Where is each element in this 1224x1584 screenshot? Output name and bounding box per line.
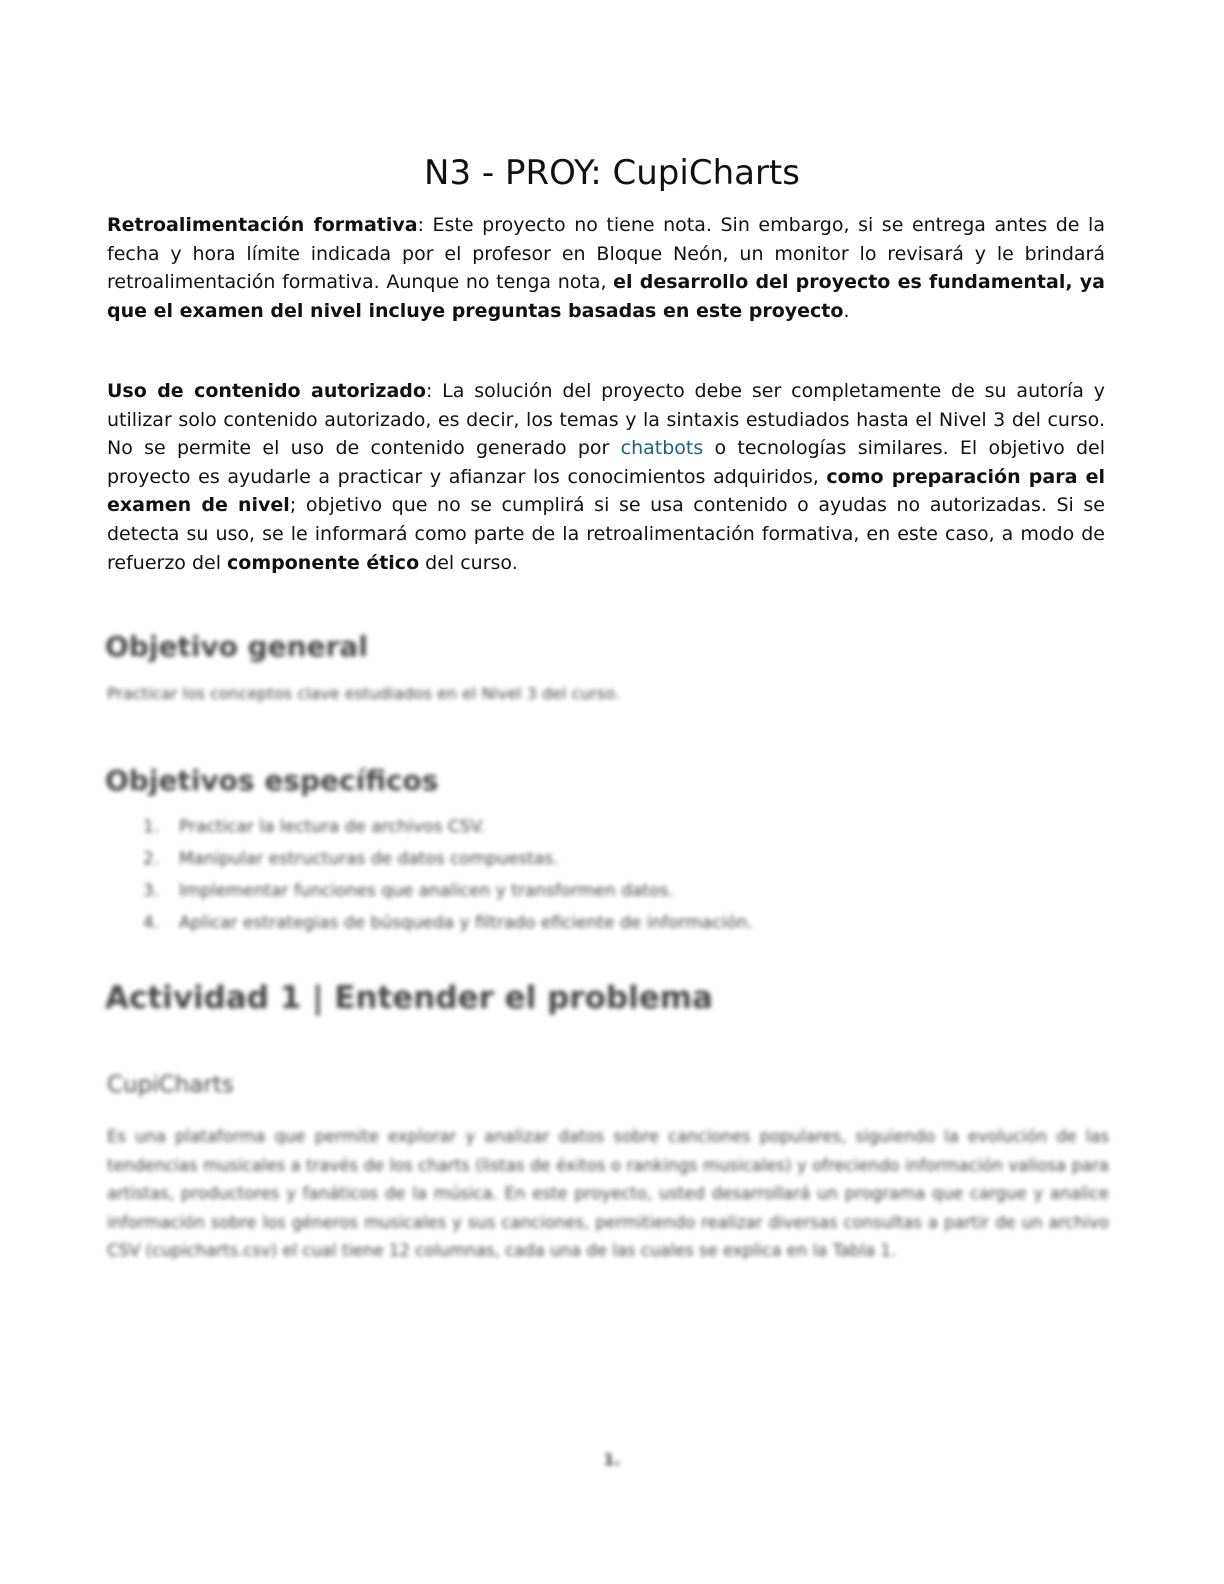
authorized-bold-1: como preparación para el examen de nivel xyxy=(107,465,1105,517)
feedback-text: : Este proyecto no tiene nota. Sin embargo, si se entrega antes de la fecha y hora límite indicada por el profesor en Bloque Neón, un monitor lo revisará y le brindará retroalimentación formativa. Aunque no tenga nota, xyxy=(107,214,1105,294)
list-item-text: Practicar la lectura de archivos CSV. xyxy=(179,817,486,837)
general-objective-text: Practicar los conceptos clave estudiados en el Nivel 3 del curso. xyxy=(107,684,620,703)
authorized-text-2: o tecnologías similares. El objetivo del proyecto es ayudarle a practicar y afianzar los conocimientos adquiridos, xyxy=(107,437,1105,488)
list-item-number: 4. xyxy=(143,913,160,933)
authorized-content-paragraph xyxy=(107,377,1105,577)
list-item xyxy=(143,848,753,880)
list-item-number: 3. xyxy=(143,881,160,901)
feedback-paragraph xyxy=(107,211,1105,325)
authorized-bold-2: componente ético xyxy=(227,551,420,574)
general-objective-heading: Objetivo general xyxy=(105,630,368,663)
page-number: 1. xyxy=(603,1450,621,1469)
chatbots-link[interactable]: chatbots xyxy=(620,437,704,460)
list-item-text: Implementar funciones que analicen y transformen datos. xyxy=(179,881,674,901)
authorized-label: Uso de contenido autorizado xyxy=(107,380,426,402)
page-title: N3 - PROY: CupiCharts xyxy=(424,153,800,193)
list-item-text: Aplicar estrategias de búsqueda y filtrado eficiente de información. xyxy=(179,913,753,933)
feedback-end: . xyxy=(843,299,850,322)
feedback-bold-text: el desarrollo del proyecto es fundamental, ya que el examen del nivel incluye preguntas basadas en este proyecto xyxy=(107,271,1105,322)
list-item-number: 1. xyxy=(143,817,160,837)
authorized-text-1: : La solución del proyecto debe ser completamente de su autoría y utilizar solo contenido autorizado, es decir, los temas y la sintaxis estudiados hasta el Nivel 3 del curso. No se permite el uso de contenido generado por xyxy=(107,380,1105,460)
activity-description: Es una plataforma que permite explorar y analizar datos sobre canciones populares, siguiendo la evolución de las tendencias musicales a través de los charts (listas de éxitos o rankings musicales) y ofreciendo información valiosa para artistas, productores y fanáticos de la música. En este proyecto, usted desarrollará un programa que cargue y analice información sobre los géneros musicales y sus canciones, permitiendo realizar diversas consultas a partir de un archivo CSV (cupicharts.csv) el cual tiene 12 columnas, cada una de las cuales se explica en la Tabla 1. xyxy=(107,1127,1109,1261)
cupicharts-subheading: CupiCharts xyxy=(107,1072,234,1098)
list-item xyxy=(143,912,753,944)
specific-objectives-list xyxy=(143,816,753,944)
list-item-number: 2. xyxy=(143,849,160,869)
feedback-label: Retroalimentación formativa xyxy=(107,214,418,236)
list-item-text: Manipular estructuras de datos compuestas. xyxy=(179,849,559,869)
activity-heading: Actividad 1 | Entender el problema xyxy=(105,980,713,1016)
authorized-text-4: del curso. xyxy=(419,551,518,574)
specific-objectives-heading: Objetivos específicos xyxy=(105,764,439,797)
authorized-text-3: ; objetivo que no se cumplirá si se usa contenido o ayudas no autorizadas. Si se detecta su uso, se le informará como parte de la retroalimentación formativa, en este caso, a modo de refuerzo del xyxy=(107,494,1105,574)
list-item xyxy=(143,816,753,848)
list-item xyxy=(143,880,753,912)
